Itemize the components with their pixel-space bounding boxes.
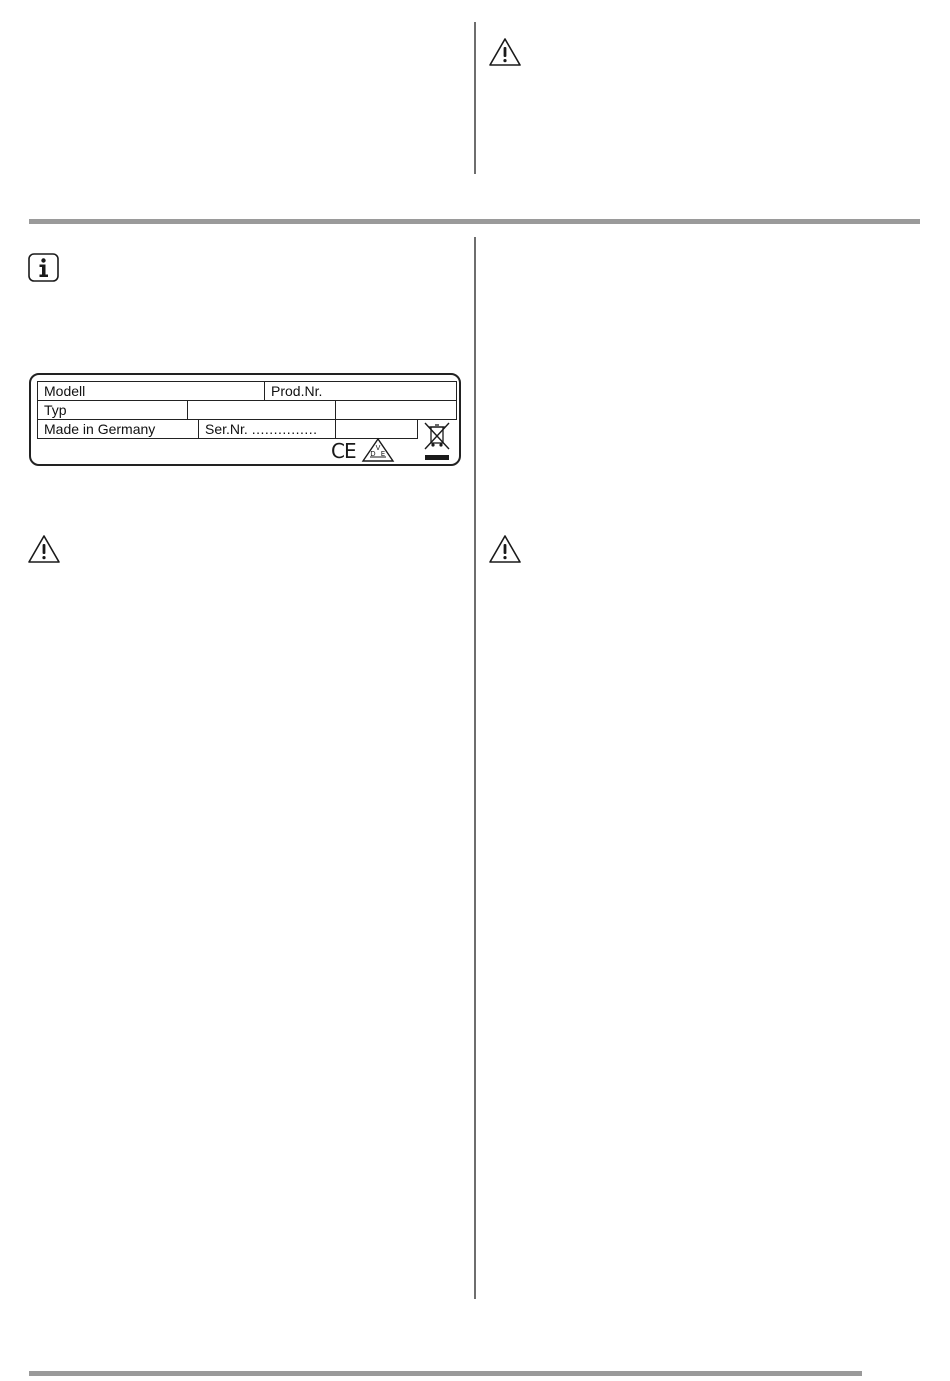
- ce-mark: CE: [331, 439, 356, 463]
- serial-label: [199, 421, 335, 438]
- svg-text:D: D: [370, 450, 376, 458]
- section-separator: [29, 219, 920, 224]
- serial-placeholder-dots: ...............: [251, 421, 318, 437]
- column-divider-top: [474, 22, 476, 174]
- origin-label: Made in Germany: [44, 421, 156, 437]
- rating-plate: [29, 373, 461, 466]
- crossed-out-bin-icon: [423, 421, 451, 465]
- vde-mark-icon: [361, 437, 395, 463]
- type-label: Typ: [44, 402, 67, 418]
- serial-label-text: Ser.Nr.: [205, 421, 248, 437]
- rating-plate-grid: [37, 381, 457, 439]
- model-label: Modell: [44, 383, 86, 399]
- info-icon: [28, 253, 59, 282]
- footer-separator: [29, 1371, 862, 1376]
- warning-icon: [488, 37, 522, 67]
- warning-icon: [488, 534, 522, 564]
- prod-number-label: Prod.Nr.: [271, 383, 323, 399]
- warning-icon: [27, 534, 61, 564]
- column-divider-main: [474, 237, 476, 1299]
- svg-text:V: V: [375, 444, 381, 452]
- svg-text:E: E: [380, 450, 386, 458]
